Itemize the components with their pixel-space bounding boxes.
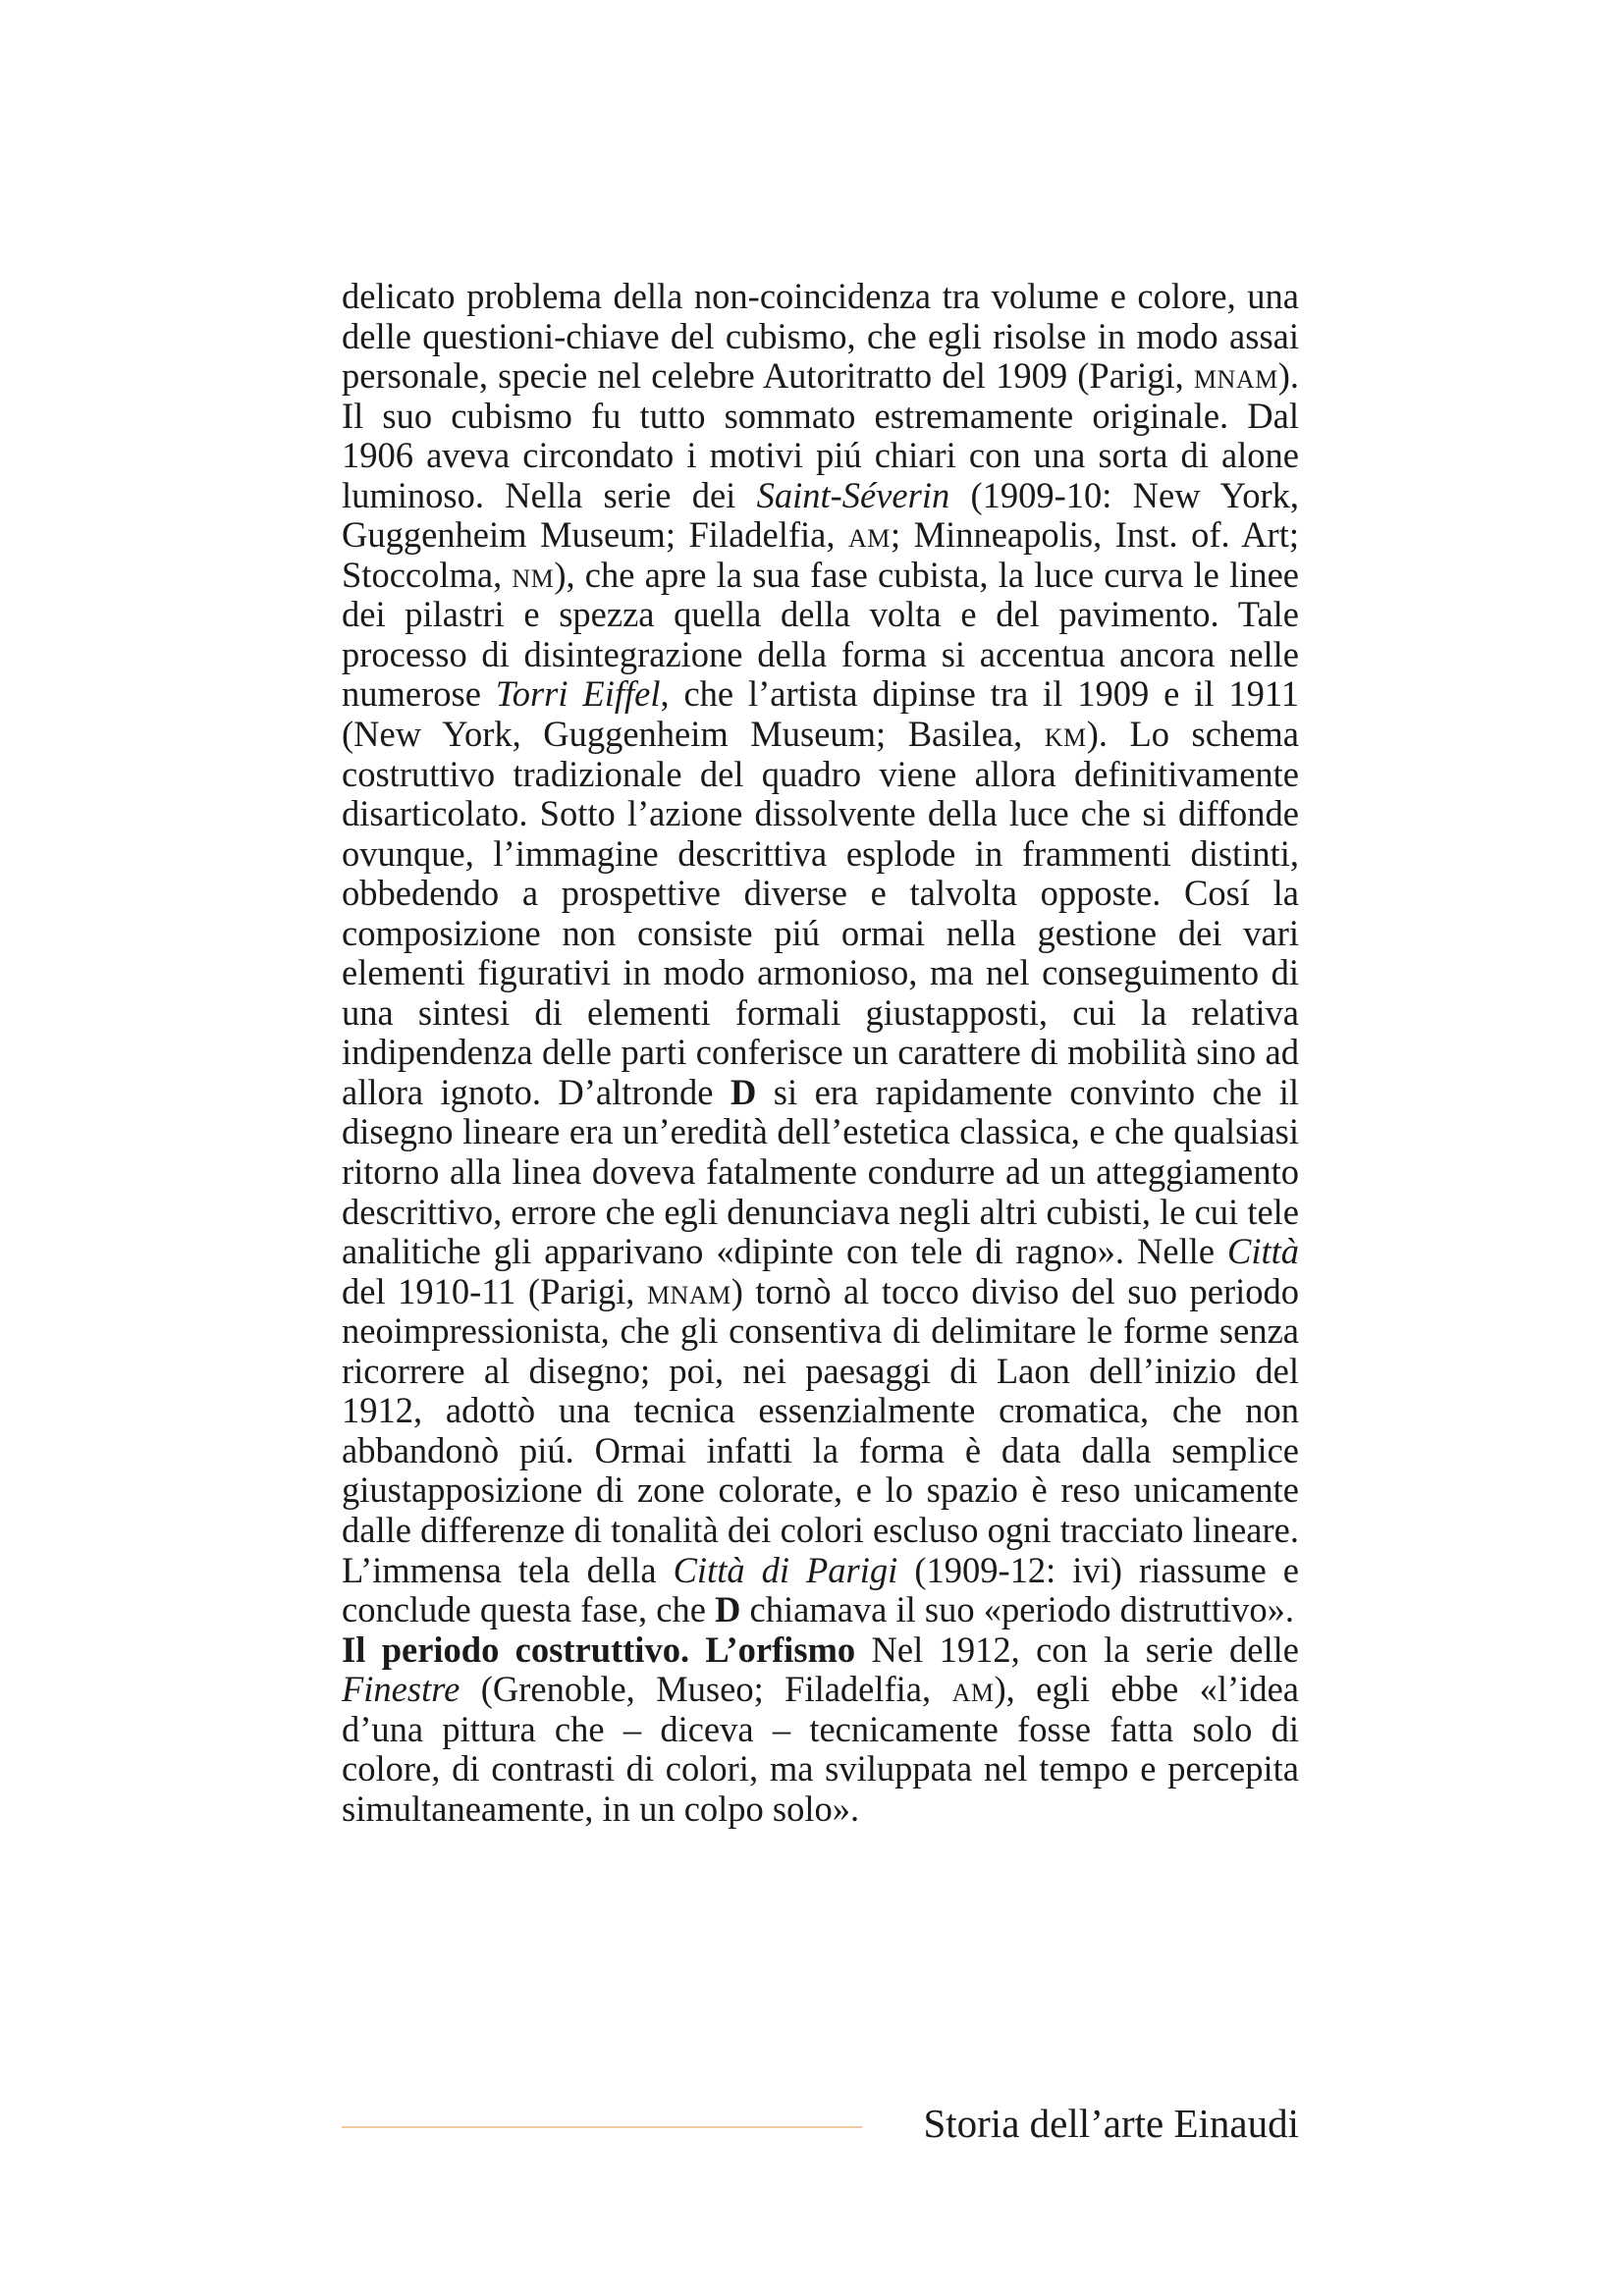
footer-rule: [342, 2126, 862, 2128]
text-run: ), che apre la sua fase cubista, la luce curva le linee dei pilastri e spezza quella della volta e del pavimento. Tale processo di disintegrazione della forma si accentua ancora nelle numerose: [342, 554, 1299, 715]
section-heading: Il periodo costruttivo. L’orfismo: [342, 1629, 856, 1670]
text-run: delicato problema della non-coincidenza tra volume e colore, una delle questioni-chiave del cubismo, che egli risolse in modo assai personale, specie nel celebre Autoritratto del 1909 (Parigi,: [342, 276, 1299, 397]
artwork-title: Città: [1226, 1231, 1299, 1272]
museum-abbrev: km: [1044, 714, 1087, 755]
paragraph-cubism: [342, 277, 1299, 1630]
museum-abbrev: am: [951, 1669, 995, 1710]
paragraph-orphism: [342, 1630, 1299, 1830]
artist-initial: D: [730, 1071, 757, 1112]
footer-title: Storia dell’arte Einaudi: [923, 2101, 1299, 2146]
artwork-title: Torri Eiffel: [495, 673, 661, 715]
museum-abbrev: am: [848, 514, 891, 556]
museum-abbrev: mnam: [1193, 355, 1278, 397]
artwork-title: Finestre: [342, 1669, 460, 1710]
artwork-title: Saint-Séverin: [756, 474, 950, 515]
text-run: Nel 1912, con la serie delle: [855, 1629, 1299, 1670]
text-run: si era rapidamente convinto che il disegno lineare era un’eredità dell’estetica classica, e che qualsiasi ritorno alla linea doveva fatalmente condurre ad un atteggiamento descrittivo, errore che egli denunciava negli altri cubisti, le cui tele analitiche gli apparivano «dipinte con tele di ragno». Nelle: [342, 1071, 1299, 1272]
text-run: del 1910-11 (Parigi,: [342, 1270, 647, 1311]
text-run: ). Il suo cubismo fu tutto sommato estremamente originale. Dal 1906 aveva circondato i motivi piú chiari con una sorta di alone luminoso. Nella serie dei: [342, 355, 1299, 515]
text-run: , che l’artista dipinse tra il 1909 e il 1911 (New York, Guggenheim Museum; Basilea,: [342, 673, 1299, 755]
text-run: (1909-12: ivi) riassume e conclude questa fase, che: [342, 1549, 1299, 1630]
text-run: ). Lo schema costruttivo tradizionale del quadro viene allora definitivamente disarticolato. Sotto l’azione dissolvente della luce che si diffonde ovunque, l’immagine descrittiva esplode in frammenti distinti, obbedendo a prospettive diverse e talvolta opposte. Cosí la composizione non consiste piú ormai nella gestione dei vari elementi figurativi in modo armonioso, ma nel conseguimento di una sintesi di elementi formali giustapposti, cui la relativa indipendenza delle parti conferisce un carattere di mobilità sino ad allora ignoto. D’altronde: [342, 714, 1299, 1112]
text-run: (Grenoble, Museo; Filadelfia,: [460, 1669, 952, 1710]
artist-initial: D: [715, 1589, 741, 1630]
text-run: ), egli ebbe «l’idea d’una pittura che – diceva – tecnicamente fosse fatta solo di colore, di contrasti di colori, ma sviluppata nel tempo e percepita simultaneamente, in un colpo solo».: [342, 1669, 1299, 1829]
text-run: chiamava il suo «periodo distruttivo».: [740, 1589, 1295, 1630]
body-text: [342, 277, 1299, 1829]
text-run: (1909-10: New York, Guggenheim Museum; Filadelfia,: [342, 474, 1299, 556]
text-run: ; Minneapolis, Inst. of. Art; Stoccolma,: [342, 514, 1299, 595]
museum-abbrev: nm: [512, 554, 555, 595]
museum-abbrev: mnam: [646, 1270, 731, 1311]
artwork-title: Città di Parigi: [673, 1549, 898, 1590]
text-run: ) tornò al tocco diviso del suo periodo neoimpressionista, che gli consentiva di delimitare le forme senza ricorrere al disegno; poi, nei paesaggi di Laon dell’inizio del 1912, adottò una tecnica essenzialmente cromatica, che non abbandonò piú. Ormai infatti la forma è data dalla semplice giustapposizione di zone colorate, e lo spazio è reso unicamente dalle differenze di tonalità dei colori escluso ogni tracciato lineare. L’immensa tela della: [342, 1270, 1299, 1590]
